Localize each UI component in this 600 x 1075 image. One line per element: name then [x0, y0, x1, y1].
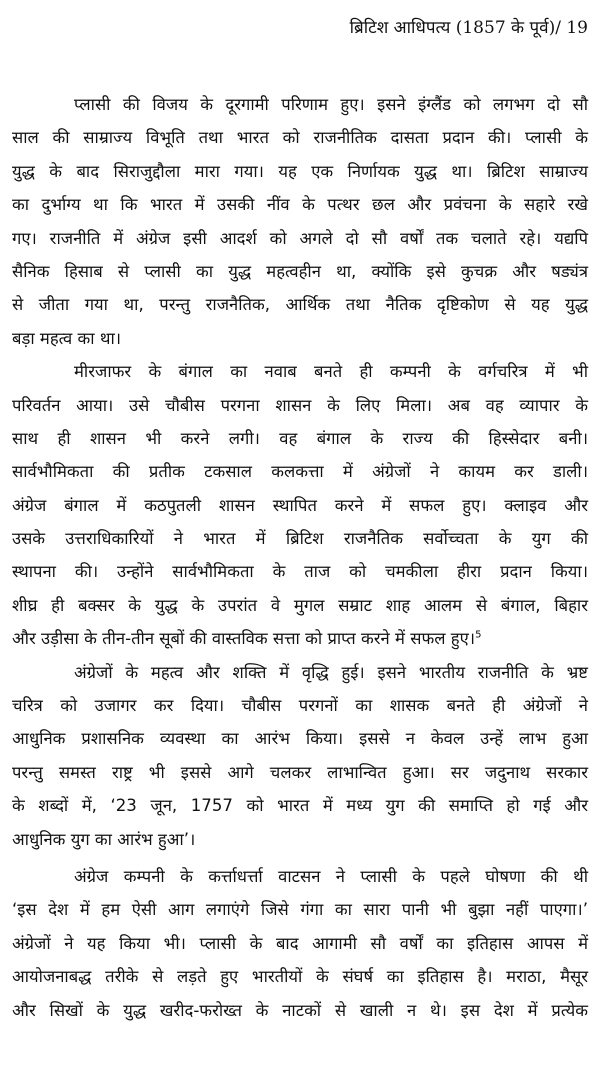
text-line: आधुनिक युग का आरंभ हुआ’। [12, 829, 196, 849]
text-line: चरित्र को उजागर कर दिया। चौबीस परगनों का शासक बनते ही अंग्रेजों ने [12, 696, 588, 716]
paragraph-2 [12, 355, 588, 656]
text-line: ‘इस देश में हम ऐसी आग लगाएंगे जिसे गंगा का सारा पानी भी बुझा नहीं पाएगा।’ [12, 900, 588, 920]
footnote-mark[interactable]: 5 [475, 629, 482, 641]
paragraph-1 [12, 88, 588, 355]
text-line: अंग्रेज कम्पनी के कर्त्ताधर्त्ता वाटसन ने प्लासी के पहले घोषणा की थी [74, 866, 588, 886]
text-line: सार्वभौमिकता की प्रतीक टकसाल कलकत्ता में अंग्रेजों ने कायम कर डाली। [12, 462, 588, 482]
text-line: प्लासी की विजय के दूरगामी परिणाम हुए। इसने इंग्लैंड को लगभग दो सौ [74, 95, 588, 114]
text-line: मीरजाफर के बंगाल का नवाब बनते ही कम्पनी के वर्गचरित्र में भी [74, 362, 588, 382]
text-line: सैनिक हिसाब से प्लासी का युद्ध महत्वहीन था, क्योंकि इसे कुचक्र और षड्यंत्र [12, 261, 588, 281]
text-line: अंग्रेजों के महत्व और शक्ति में वृद्धि हुई। इसने भारतीय राजनीति के भ्रष्ट [74, 662, 588, 682]
text-line: गए। राजनीति में अंग्रेज इसी आदर्श को अगले दो सौ वर्षों तक चलाते रहे। यद्यपि [12, 228, 588, 248]
text-line: स्थापना की। उन्होंने सार्वभौमिकता के ताज को चमकीला हीरा प्रदान किया। [12, 562, 588, 582]
text-line: परन्तु समस्त राष्ट्र भी इससे आगे चलकर लाभान्वित हुआ। सर जदुनाथ सरकार [12, 762, 588, 782]
text-line: बड़ा महत्व का था। [12, 328, 122, 348]
paragraph-3 [12, 656, 588, 856]
text-line: अंग्रेज बंगाल में कठपुतली शासन स्थापित करने में सफल हुए। क्लाइव और [12, 495, 588, 515]
text-line: और उड़ीसा के तीन-तीन सूबों की वास्तविक सत्ता को प्राप्त करने में सफल हुए। [12, 629, 476, 649]
text-line: आधुनिक प्रशासनिक व्यवस्था का आरंभ किया। इससे न केवल उन्हें लाभ हुआ [12, 729, 588, 749]
text-line: युद्ध के बाद सिराजुद्दौला मारा गया। यह एक निर्णायक युद्ध था। ब्रिटिश साम्राज्य [12, 161, 588, 181]
text-line: शीघ्र ही बक्सर के युद्ध के उपरांत वे मुगल सम्राट शाह आलम से बंगाल, बिहार [12, 595, 588, 615]
running-head: ब्रिटिश आधिपत्य (1857 के पूर्व)/ 19 [349, 18, 588, 38]
text-line: और सिखों के युद्ध खरीद-फरोख्त के नाटकों से खाली न थे। इस देश में प्रत्येक [12, 1000, 588, 1020]
text-line: अंग्रेजों ने यह किया भी। प्लासी के बाद आगामी सौ वर्षों का इतिहास आपस में [12, 933, 588, 953]
text-line-with-footnote [12, 622, 588, 655]
text-line: परिवर्तन आया। उसे चौबीस परगना शासन के लिए मिला। अब वह व्यापार के [12, 395, 588, 415]
text-line: से जीता गया था, परन्तु राजनैतिक, आर्थिक तथा नैतिक दृष्टिकोण से यह युद्ध [12, 295, 588, 315]
body-text [12, 88, 588, 1027]
paragraph-4 [12, 860, 588, 1027]
text-line: उसके उत्तराधिकारियों ने भारत में ब्रिटिश राजनैतिक सर्वोच्चता के युग की [12, 529, 588, 549]
text-line: आयोजनाबद्ध तरीके से लड़ते हुए भारतीयों के संघर्ष का इतिहास है। मराठा, मैसूर [12, 967, 588, 987]
text-line: का दुर्भाग्य था कि भारत में उसकी नींव के पत्थर छल और प्रवंचना के सहारे रखे [12, 195, 588, 215]
text-line: के शब्दों में, ‘23 जून, 1757 को भारत में मध्य युग की समाप्ति हो गई और [12, 796, 588, 816]
text-line: साल की साम्राज्य विभूति तथा भारत को राजनीतिक दासता प्रदान की। प्लासी के [12, 128, 588, 148]
text-line: साथ ही शासन भी करने लगी। वह बंगाल के राज्य की हिस्सेदार बनी। [12, 428, 588, 448]
